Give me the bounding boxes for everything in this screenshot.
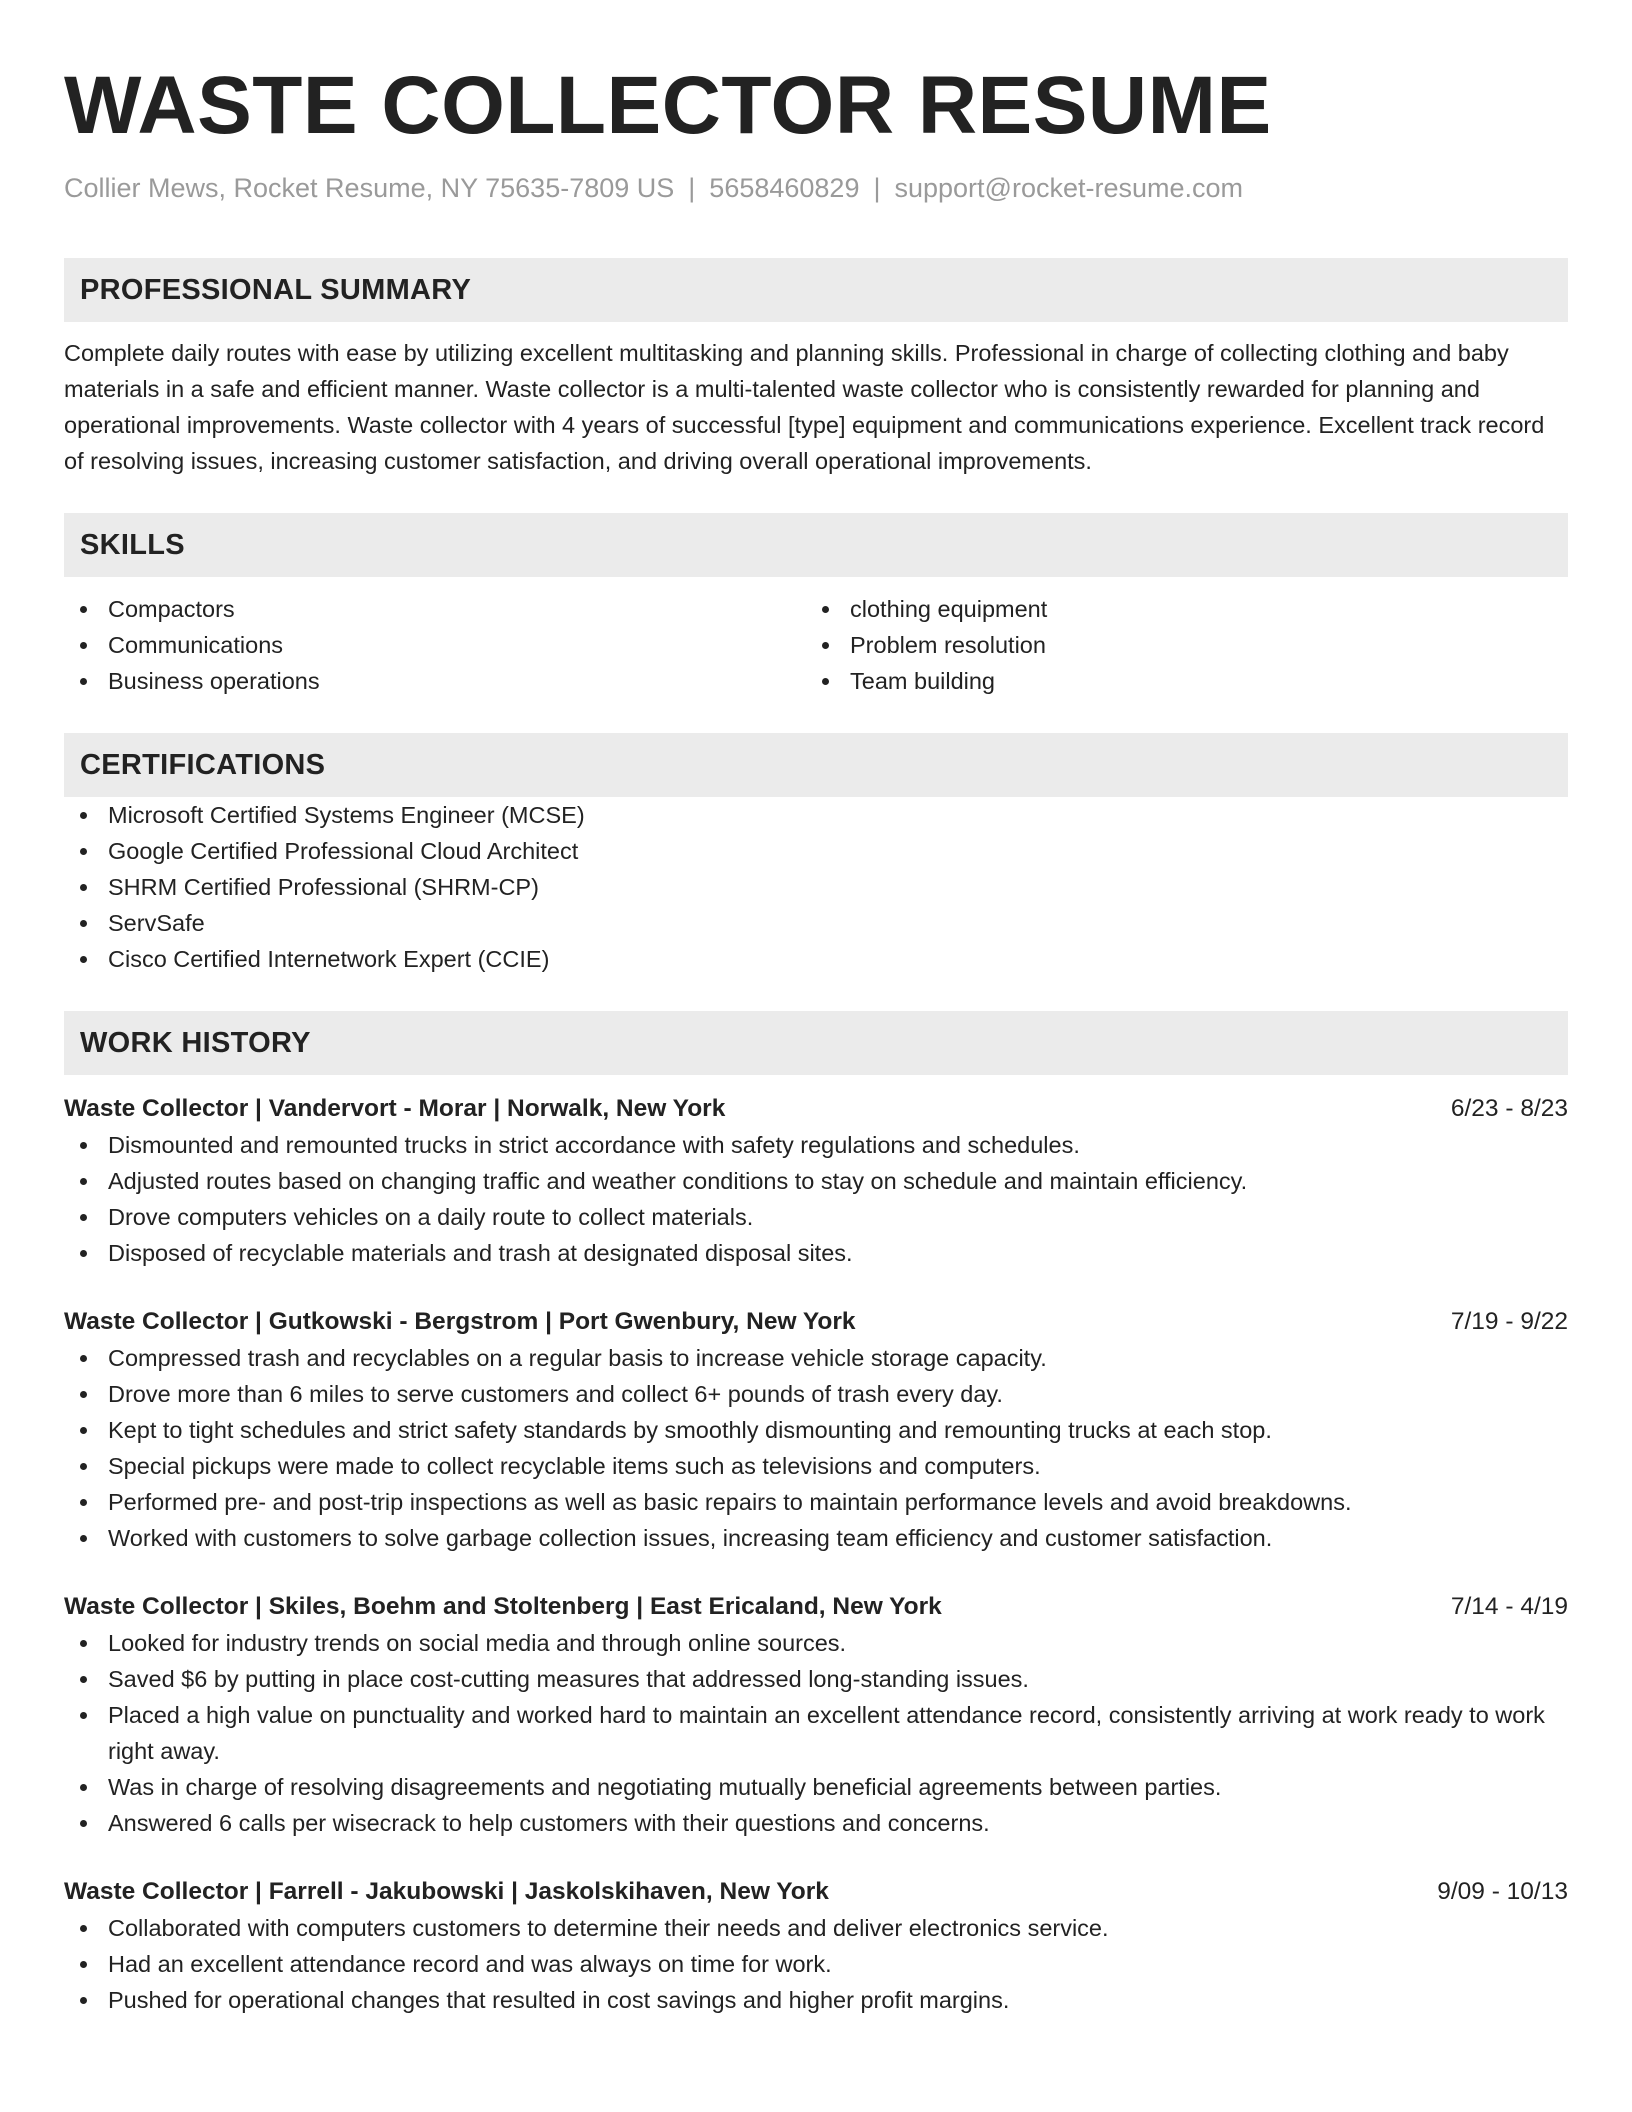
skill-item: Team building [806, 663, 1548, 699]
skills-heading: SKILLS [64, 513, 1568, 577]
job-duty: Special pickups were made to collect recyclable items such as televisions and computers. [64, 1448, 1568, 1484]
certification-item: SHRM Certified Professional (SHRM-CP) [64, 869, 1568, 905]
job-entry [64, 1091, 1568, 1271]
contact-separator: | [688, 173, 696, 203]
job-duty: Was in charge of resolving disagreements and negotiating mutually beneficial agreements between parties. [64, 1769, 1568, 1805]
skill-item: Business operations [64, 663, 806, 699]
job-duty: Pushed for operational changes that resulted in cost savings and higher profit margins. [64, 1982, 1568, 2018]
job-duty: Drove computers vehicles on a daily route to collect materials. [64, 1199, 1568, 1235]
job-entry [64, 1874, 1568, 2018]
skill-item: Communications [64, 627, 806, 663]
job-duty: Kept to tight schedules and strict safety standards by smoothly dismounting and remounting trucks at each stop. [64, 1412, 1568, 1448]
job-duty: Looked for industry trends on social media and through online sources. [64, 1625, 1568, 1661]
certifications-list [64, 797, 1568, 977]
contact-line [64, 170, 1568, 206]
resume-page [64, 58, 1568, 2018]
job-title: Waste Collector | Skiles, Boehm and Stoltenberg | East Ericaland, New York [64, 1593, 942, 1620]
job-dates: 6/23 - 8/23 [1450, 1095, 1568, 1122]
job-duty: Performed pre- and post-trip inspections as well as basic repairs to maintain performance levels and avoid breakdowns. [64, 1484, 1568, 1520]
job-title: Waste Collector | Gutkowski - Bergstrom | Port Gwenbury, New York [64, 1308, 856, 1335]
skills-list-right [806, 591, 1548, 699]
skill-item: clothing equipment [806, 591, 1548, 627]
job-duty: Adjusted routes based on changing traffic and weather conditions to stay on schedule and maintain efficiency. [64, 1163, 1568, 1199]
contact-address: Collier Mews, Rocket Resume, NY 75635-7809 US [64, 173, 675, 203]
job-header [64, 1589, 1568, 1625]
job-entry [64, 1589, 1568, 1841]
job-duty: Worked with customers to solve garbage collection issues, increasing team efficiency and customer satisfaction. [64, 1520, 1568, 1556]
job-duty: Placed a high value on punctuality and worked hard to maintain an excellent attendance record, consistently arriving at work ready to work right away. [64, 1697, 1568, 1769]
job-title: Waste Collector | Farrell - Jakubowski | Jaskolskihaven, New York [64, 1878, 829, 1905]
skills-grid [64, 591, 1568, 699]
job-dates: 9/09 - 10/13 [1437, 1878, 1568, 1905]
job-duty: Disposed of recyclable materials and trash at designated disposal sites. [64, 1235, 1568, 1271]
certification-item: ServSafe [64, 905, 1568, 941]
job-duties-list [64, 1340, 1568, 1556]
job-header [64, 1874, 1568, 1910]
skill-item: Problem resolution [806, 627, 1548, 663]
certification-item: Google Certified Professional Cloud Architect [64, 833, 1568, 869]
job-duties-list [64, 1127, 1568, 1271]
skill-item: Compactors [64, 591, 806, 627]
certification-item: Cisco Certified Internetwork Expert (CCIE) [64, 941, 1568, 977]
resume-title: WASTE COLLECTOR RESUME [64, 60, 1272, 151]
contact-phone: 5658460829 [709, 173, 860, 203]
job-duty: Dismounted and remounted trucks in strict accordance with safety regulations and schedules. [64, 1127, 1568, 1163]
job-duty: Compressed trash and recyclables on a regular basis to increase vehicle storage capacity. [64, 1340, 1568, 1376]
certifications-heading: CERTIFICATIONS [64, 733, 1568, 797]
job-header [64, 1091, 1568, 1127]
job-title: Waste Collector | Vandervort - Morar | Norwalk, New York [64, 1095, 726, 1122]
job-duty: Saved $6 by putting in place cost-cutting measures that addressed long-standing issues. [64, 1661, 1568, 1697]
job-dates: 7/14 - 4/19 [1450, 1593, 1568, 1620]
job-dates: 7/19 - 9/22 [1450, 1308, 1568, 1335]
job-duties-list [64, 1910, 1568, 2018]
certification-item: Microsoft Certified Systems Engineer (MCSE) [64, 797, 1568, 833]
job-entry [64, 1304, 1568, 1556]
job-duty: Had an excellent attendance record and was always on time for work. [64, 1946, 1568, 1982]
contact-separator: | [873, 173, 881, 203]
work-history-heading: WORK HISTORY [64, 1011, 1568, 1075]
job-duty: Answered 6 calls per wisecrack to help customers with their questions and concerns. [64, 1805, 1568, 1841]
job-header [64, 1304, 1568, 1340]
skills-column-left [64, 591, 806, 699]
contact-email: support@rocket-resume.com [894, 173, 1244, 203]
summary-text: Complete daily routes with ease by utilizing excellent multitasking and planning skills. Professional in charge of collecting clothing and baby materials in a safe and efficient manner. Waste collector is a multi-talented waste collector who is consistently rewarded for planning and operational improvements. Waste collector with 4 years of successful [type] equipment and communications experience. Excellent track record of resolving issues, increasing customer satisfaction, and driving overall operational improvements. [64, 340, 1545, 474]
summary-heading: PROFESSIONAL SUMMARY [64, 258, 1568, 322]
job-duties-list [64, 1625, 1568, 1841]
skills-column-right [806, 591, 1548, 699]
skills-list-left [64, 591, 806, 699]
job-duty: Collaborated with computers customers to determine their needs and deliver electronics service. [64, 1910, 1568, 1946]
job-duty: Drove more than 6 miles to serve customers and collect 6+ pounds of trash every day. [64, 1376, 1568, 1412]
